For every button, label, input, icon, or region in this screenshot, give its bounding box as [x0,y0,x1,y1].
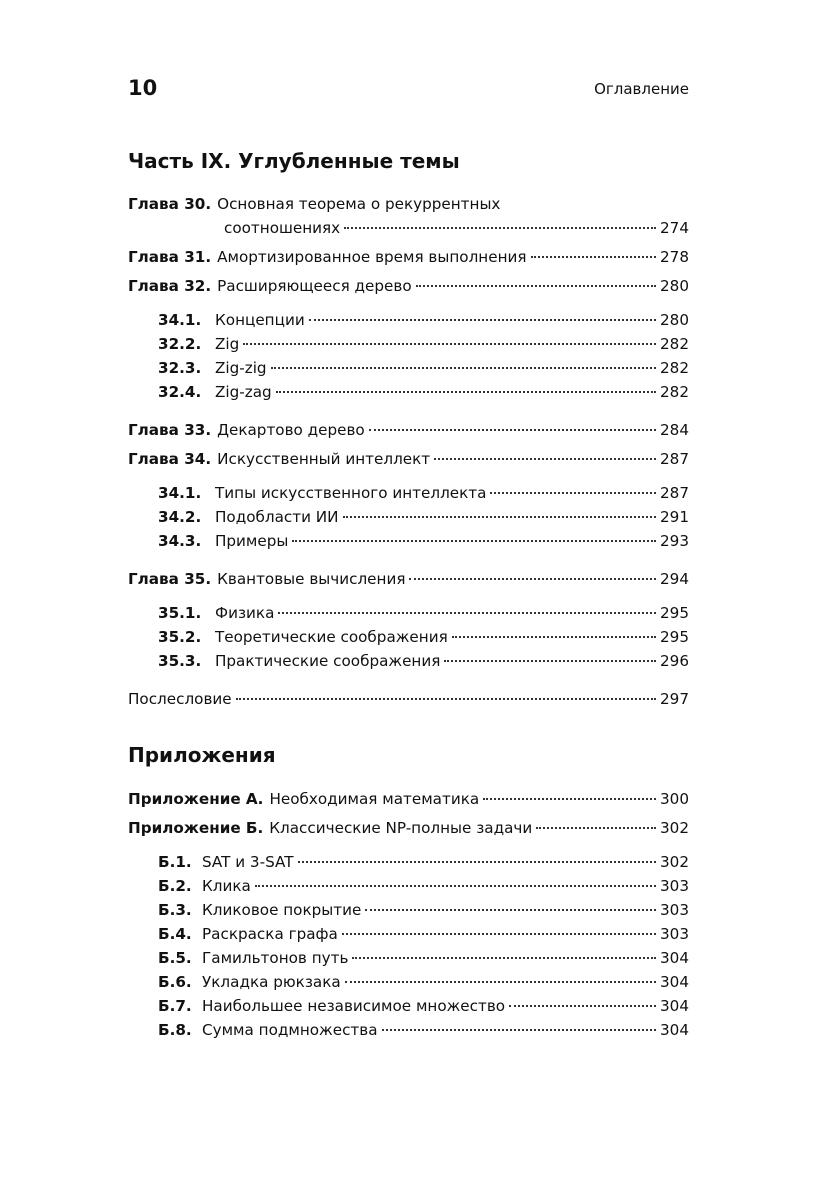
page-ref: 304 [660,1021,689,1039]
page-ref: 282 [660,383,689,401]
page-ref: 280 [660,277,689,295]
running-header: Оглавление [594,80,689,98]
toc-entry-afterword[interactable] [128,687,689,716]
dot-leader [344,227,656,229]
section-title: Кликовое покрытие [202,901,362,919]
afterword-title: Послесловие [128,690,232,708]
toc-entry-section[interactable] [128,308,689,332]
page-ref: 302 [660,819,689,837]
toc-entry-appendix-b[interactable] [128,816,689,845]
section-label: Б.1. [158,853,192,871]
chapter-title: Расширяющееся дерево [217,277,412,295]
section-title: Подобласти ИИ [215,508,339,526]
page-ref: 302 [660,853,689,871]
toc-entry-chapter-30[interactable] [128,192,689,216]
chapter-title: Основная теорема о рекуррентных [217,195,501,213]
section-title: Концепции [215,311,305,329]
section-title: Типы искусственного интеллекта [215,484,487,502]
page-ref: 304 [660,973,689,991]
page-ref: 294 [660,570,689,588]
section-title: Наибольшее независимое множество [202,997,506,1015]
section-title: Zig [215,335,240,353]
section-label: Б.2. [158,877,192,895]
section-label: 32.3. [158,359,202,377]
dot-leader [382,1029,656,1031]
appendices-title: Приложения [128,743,276,767]
section-label: Б.3. [158,901,192,919]
toc-entry-section[interactable] [128,649,689,673]
appendix-title: Необходимая математика [269,790,480,808]
dot-leader [276,391,656,393]
dot-leader [444,660,656,662]
page-ref: 296 [660,652,689,670]
toc-entry-section[interactable] [128,625,689,649]
section-label: 35.2. [158,628,202,646]
toc-entry-section[interactable] [128,380,689,404]
toc-entry-section[interactable] [128,994,689,1018]
section-title: Укладка рюкзака [202,973,341,991]
toc-entry-section[interactable] [128,874,689,898]
dot-leader [409,578,656,580]
dot-leader [490,492,656,494]
dot-leader [292,540,656,542]
page-ref: 293 [660,532,689,550]
chapter-label: Глава 30. [128,195,212,213]
page-ref: 287 [660,484,689,502]
page-ref: 278 [660,248,689,266]
page-ref: 282 [660,335,689,353]
dot-leader [278,612,656,614]
chapter-title: Декартово дерево [217,421,365,439]
dot-leader [434,458,656,460]
page-number: 10 [128,76,158,100]
section-label: 32.2. [158,335,202,353]
dot-leader [483,798,656,800]
page-ref: 303 [660,925,689,943]
appendix-label: Приложение А. [128,790,264,808]
section-title: Гамильтонов путь [202,949,349,967]
dot-leader [271,367,656,369]
section-label: Б.5. [158,949,192,967]
page-ref: 303 [660,901,689,919]
toc-entry-section[interactable] [128,922,689,946]
dot-leader [416,285,656,287]
section-label: Б.7. [158,997,192,1015]
dot-leader [309,319,656,321]
dot-leader [369,429,656,431]
page-ref: 295 [660,628,689,646]
dot-leader [365,909,656,911]
page-ref: 304 [660,949,689,967]
dot-leader [298,861,657,863]
toc-entry-section[interactable] [128,898,689,922]
page-ref: 284 [660,421,689,439]
dot-leader [345,981,656,983]
dot-leader [236,698,656,700]
toc-appendices [128,787,689,1042]
toc-entry-chapter-30-cont[interactable] [128,216,689,245]
toc-entry-section[interactable] [128,1018,689,1042]
dot-leader [352,957,656,959]
page-ref: 303 [660,877,689,895]
toc-entry-section[interactable] [128,356,689,380]
dot-leader [452,636,656,638]
chapter-label: Глава 32. [128,277,212,295]
toc-entry-section[interactable] [128,332,689,356]
chapter-label: Глава 31. [128,248,212,266]
section-label: Б.6. [158,973,192,991]
chapter-title: Амортизированное время выполнения [217,248,527,266]
section-label: 34.1. [158,311,202,329]
page-ref: 304 [660,997,689,1015]
appendix-label: Приложение Б. [128,819,264,837]
chapter-label: Глава 34. [128,450,212,468]
toc-entry-chapter-32[interactable] [128,274,689,303]
section-label: 35.1. [158,604,202,622]
section-title: Раскраска графа [202,925,338,943]
toc-entry-section[interactable] [128,505,689,529]
section-title: Сумма подмножества [202,1021,378,1039]
section-title: Zig-zig [215,359,267,377]
toc-entry-section[interactable] [128,529,689,553]
chapter-title-cont: соотношениях [224,219,341,237]
toc-entry-chapter-33[interactable] [128,418,689,447]
toc-entry-section[interactable] [128,970,689,994]
section-label: Б.8. [158,1021,192,1039]
toc-entry-section[interactable] [128,481,689,505]
page-ref: 287 [660,450,689,468]
section-label: 35.3. [158,652,202,670]
chapter-title: Искусственный интеллект [217,450,431,468]
toc-entry-section[interactable] [128,850,689,874]
chapter-title: Квантовые вычисления [217,570,406,588]
dot-leader [255,885,656,887]
section-label: 34.1. [158,484,202,502]
dot-leader [531,256,656,258]
section-title: Zig-zag [215,383,272,401]
toc-part-ix [128,192,689,716]
section-title: Примеры [215,532,289,550]
page-ref: 291 [660,508,689,526]
part-title: Часть IX. Углубленные темы [128,149,460,173]
chapter-label: Глава 33. [128,421,212,439]
section-label: 32.4. [158,383,202,401]
section-label: 34.2. [158,508,202,526]
section-title: Клика [202,877,251,895]
section-title: Физика [215,604,275,622]
section-label: 34.3. [158,532,202,550]
page-ref: 300 [660,790,689,808]
dot-leader [243,343,656,345]
dot-leader [343,516,656,518]
section-title: SAT и 3-SAT [202,853,294,871]
page-ref: 297 [660,690,689,708]
toc-entry-section[interactable] [128,601,689,625]
toc-entry-chapter-31[interactable] [128,245,689,274]
page-ref: 274 [660,219,689,237]
toc-entry-chapter-34[interactable] [128,447,689,476]
section-title: Теоретические соображения [215,628,448,646]
section-label: Б.4. [158,925,192,943]
toc-entry-appendix-a[interactable] [128,787,689,816]
page-ref: 282 [660,359,689,377]
toc-entry-section[interactable] [128,946,689,970]
page-ref: 295 [660,604,689,622]
dot-leader [536,827,656,829]
toc-entry-chapter-35[interactable] [128,567,689,596]
chapter-label: Глава 35. [128,570,212,588]
section-title: Практические соображения [215,652,441,670]
dot-leader [509,1005,656,1007]
page-ref: 280 [660,311,689,329]
appendix-title: Классические NP-полные задачи [269,819,533,837]
dot-leader [342,933,656,935]
